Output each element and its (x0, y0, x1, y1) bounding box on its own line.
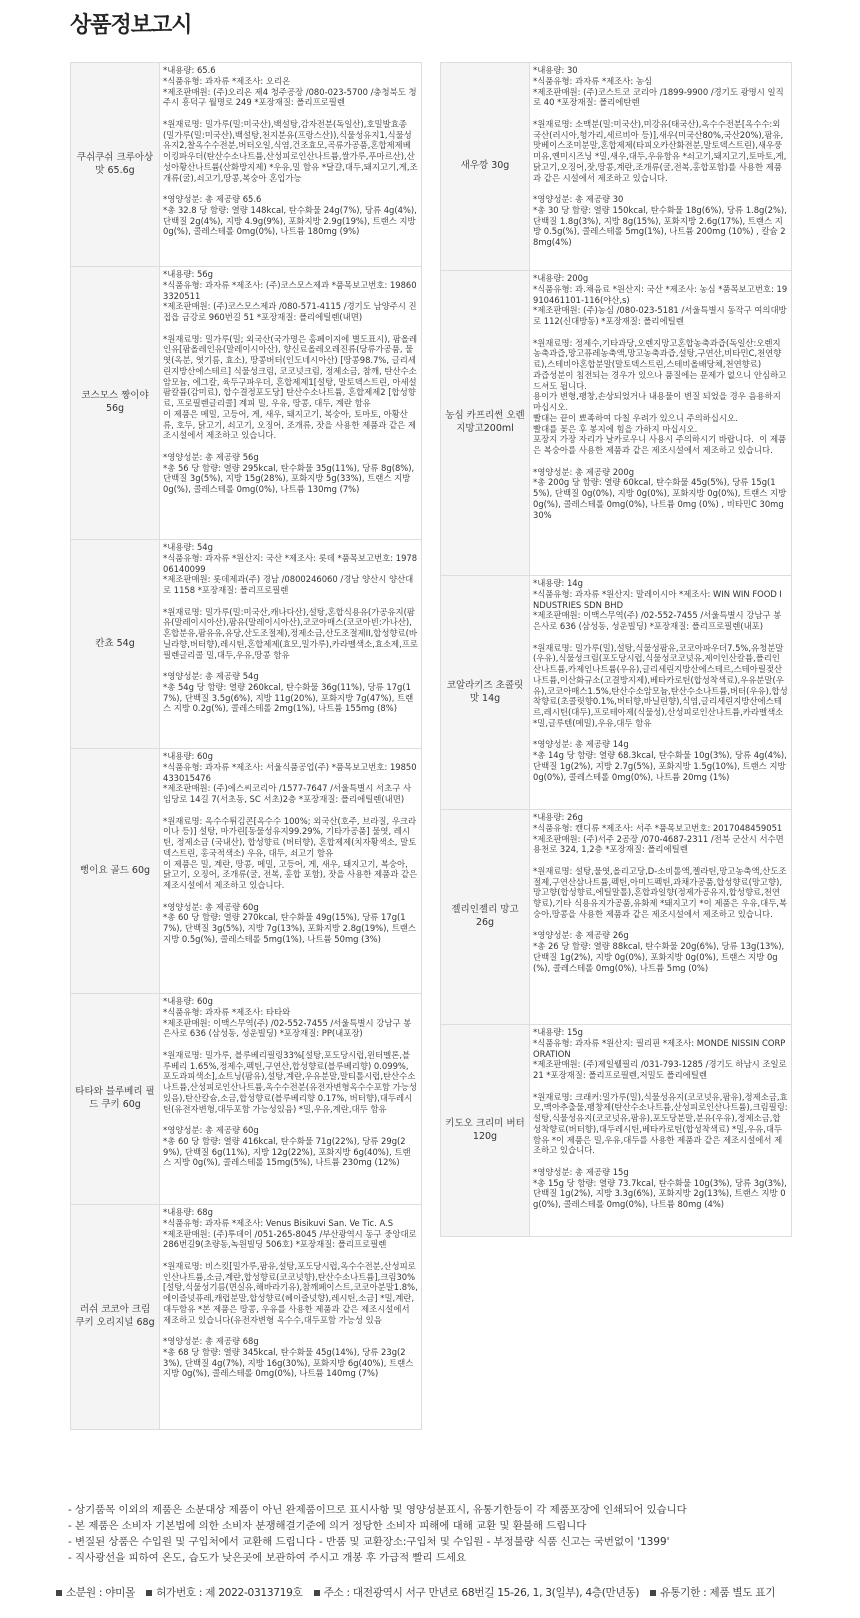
product-detail: *내용량: 30 *식품유형: 과자류 *제조사: 농심 *제조판매원: (주)코스트코 코리아 /1899-9900 /경기도 광명시 일직로 40 *포장재질: 폴리에탄렌 *원재료명: 소맥분(밀:미국산),미강유(태국산),옥수수전분[옥수수:외국산(러시아,헝가리,세르비아 등)],새우(미국산80%,국산20%),팜유,맛베이스조미분말,혼합제제(타피오카산화전분,말토덱스트린),새우풍미유,옌미시즈닝 *밀,새우,대두,우유함유 *쇠고기,돼지고기,토마토,게,닭고기,오징어,잣,땅콩,계란,조개류(굴,전복,홍합포함)를 사용한 제품과 같은 시설에서 제조하고 있습니다. *영양성분: 총 제공량 30 *총 30 당 함량: 열량 150kcal, 탄수화물 18g(6%), 당류 1.8g(2%), 단백질 1.8g(3%), 지방 8g(15%), 포화지방 2.6g(17%), 트랜스 지방 0.5g(%), 콜레스테롤 5mg(1%), 나트륨 200mg (10%) , 칼슘 28mg(4%) (530, 63, 792, 271)
notice-item: - 상기품목 이외의 제품은 소분대상 제품이 아닌 완제품이므로 표시사항 및 영양성분표시, 유통기한등이 각 제품포장에 인쇄되어 있습니다 (68, 1504, 687, 1516)
notice-item: - 본 제품은 소비자 기본법에 의한 소비자 분쟁해결기준에 의거 정당한 소비자 피해에 대해 교환 및 환불해 드립니다 (68, 1520, 587, 1533)
bullet-square-icon (650, 1590, 656, 1596)
bullet-square-icon (146, 1590, 152, 1596)
product-name: 쿠쉬쿠쉬 크루아상맛 65.6g (71, 63, 160, 267)
product-detail: *내용량: 68g *식품유형: 과자류 *제조사: Venus Bisikuvi San. Ve Tic. A.S *제조판매원: (주)투데이 /051-265-8045 /부산광역시 동구 중앙대로 286번길9(초량동,녹원빌딩 506호) *포장재질: 폴리프로필렌 *원재료명: 비스킷[밀가루,팜유,설탕,포도당시럽,옥수수전분,산성피로인산나트륨,소금,계란,합성향료(코코넛향),탄산수소나트륨],크림30%[설탕,식물성기름(면실유,해바라기유),참깨페이스트,코코아분말1.8%,에이즐넛퓨레,캐럽분말,합성향료(헤이즐넛향),레시틴,소금] *밀,계란,대두함유 *본 제품은 땅콩, 우유를 사용한 제품과 같은 제조시설에서 제조하고 있습니다(유전자변형 옥수수,대두포함 가능성 있음 *영양성분: 총 제공량 68g *총 68 당 함량: 열량 345kcal, 탄수화물 45g(14%), 당류 23g(23%), 단백질 4g(7%), 지방 16g(30%), 포화지방 6g(40%), 트랜스 지방 0g(%), 콜레스테롤 0mg(0%), 나트륨 140mg (7%) (160, 1205, 422, 1430)
product-name: 뻥이요 골드 60g (71, 749, 160, 994)
product-row (441, 271, 792, 576)
product-detail: *내용량: 200g *식품유형: 과.채음료 *원산지: 국산 *제조사: 농심 *품목보고번호: 19910461101-116(야산,s) *제조판매원: (주)농심 /080-023-5181 /서울특별시 동작구 여의대방로 112(신대방동) *포장재질: 폴리에틸렌 *원재료명: 정제수,기타과당,오렌지망고혼합농축과즙(독일산:오렌지농축과즙,망고퓨레농축액,망고농축과즙,설탕,구연산,비타민C,천연향료),스테비아혼합분말(말토덱스트린,스테비올배당체,천연향료) 과즙성분이 침전되는 경우가 있으나 품질에는 문제가 없으니 안심하고 드셔도 됩니다. 용이가 변형,팽창,손상되었거나 내용물이 변질 되었을 경우 음용하지 마십시오. 빨대는 끝이 뾰족하여 다칠 우려가 있으니 주의하십시오. 빨대를 꽂은 후 봉지에 힘을 가하지 마십시오. 포장지 가장 자리가 날카로우니 사용시 주의하시기 바랍니다. 이 제품은 복숭아를 사용한 제품과 같은 제조시설에서 제조하고 있습니다. *영양성분: 총 제공량 200g *총 200g 당 함량: 열량 60kcal, 탄수화물 45g(5%), 당류 15g(15%), 단백질 0g(0%), 지방 0g(0%), 포화지방 0g(0%), 트랜스 지방 0g(%), 콜레스테롤 0mg(0%), 나트륨 0mg (0%) , 비타민C 30mg 30% (530, 271, 792, 576)
product-detail: *내용량: 26g *식품유형: 캔디류 *제조사: 서주 *품목보고번호: 2017048459051 *제조판매원: (주)서주 2공장 /070-4687-2311 /전북 군산시 서수면 용천로 324, 1,2층 *포장재질: 폴리에틸렌 *원재료명: 설탕,물엿,올리고당,D-소비톨액,젤라틴,망고농축액,산도조절제,구연산삼나트륨,펙틴,아미드펙틴,과채가공품,합성향료(망고향),망고향(합성향료,에틸말톨),혼합과일향(정제가공유지,합성향료,천연향료),기타 식용유지가공품,유화제 *돼지고기 *이 제품은 우유,대두,복숭아,땅콩을 사용한 제품과 같은 제조시설에서 제조하고 있습니다. *영양성분: 총 제공량 26g *총 26 당 함량: 열량 88kcal, 탄수화물 20g(6%), 당류 13g(13%), 단백질 1g(2%), 지방 0g(0%), 포화지방 0g(0%), 트랜스 지방 0g(%), 콜레스테롤 0mg(0%), 나트륨 5mg (0%) (530, 810, 792, 1025)
footer-license: 허가번호 : 제 2022-0313719호 (156, 1587, 303, 1599)
product-row (71, 994, 422, 1205)
product-name: 농심 카프리썬 오렌지망고200ml (441, 271, 530, 576)
product-name: 젤리인젤리 망고 26g (441, 810, 530, 1025)
product-row (441, 576, 792, 810)
product-name: 코알라키즈 초콜릿맛 14g (441, 576, 530, 810)
product-row (71, 267, 422, 540)
product-name: 키도오 크리미 버터 120g (441, 1025, 530, 1237)
notice-item: - 변질된 상품은 수입원 및 구입처에서 교환해 드립니다 - 반품 및 교환장소:구입처 및 수입원 - 부정불량 식품 신고는 국번없이 '1399' (68, 1536, 670, 1549)
left-product-table (70, 62, 422, 1430)
product-name: 코스모스 짱이야 56g (71, 267, 160, 540)
notice-list (68, 1502, 828, 1567)
product-row (441, 1025, 792, 1237)
seller-info-footer (48, 1585, 775, 1600)
product-name: 러쉬 코코아 크림 쿠키 오리지널 68g (71, 1205, 160, 1430)
product-detail: *내용량: 56g *식품유형: 과자류 *제조사: (주)코스모스제과 *품목보고번호: 198603320511 *제조판매원: (주)코스모스제과 /080-571-4115 /경기도 남양주시 진접읍 금강로 960번길 51 *포장재질: 폴리에틸렌(내면) *원재료명: 밀가루(밀; 외국산(국가명은 홈페이지에 별도표시), 팜올레인유[팜올레인유(말레이시아산), 향신료올레오레진류(당류가공품, 물엿(옥분, 엿기름, 효소), 땅콩버터(인도네시아산) [땅콩98.7%, 글리세린지방산에스테르] 식물성크림, 코코넛크림, 정제소금, 참깨, 탄산수소암모늄, 에그칼, 육두구파우더, 혼합제제1[설탕, 말토덱스트린, 아세설팜칼륨(감미료), 합수결정포도당] 탄산수소나트륨, 혼합제제2 [합성향료, 프로필렌글리콜] 계피 밀, 우유, 땅콩, 대두, 계란 함유 이 제품은 메밀, 고등어, 게, 새우, 돼지고기, 복숭아, 토마토, 아황산류, 호두, 닭고기, 쇠고기, 오징어, 조개류, 잣을 사용한 제품과 같은 제조시설에서 제조하고 있습니다. *영양성분: 총 제공량 56g *총 56 당 함량: 열량 295kcal, 탄수화물 35g(11%), 당류 8g(8%), 단백질 3g(5%), 지방 15g(28%), 포화지방 5g(33%), 트랜스 지방 0g(%), 콜레스테롤 0mg(0%), 나트륨 130mg (7%) (160, 267, 422, 540)
product-row (71, 540, 422, 749)
notice-item: - 직사광선을 피하여 온도, 습도가 낮은곳에 보관하여 주시고 개봉 후 가급적 빨리 드세요 (68, 1552, 466, 1565)
product-detail: *내용량: 65.6 *식품유형: 과자류 *제조사: 오리온 *제조판매원: (주)오리온 제4 청주공장 /080-023-5700 /충청북도 청주시 흥덕구 월명로 249 *포장재질: 폴리프로필렌 *원재료명: 밀가루(밀:미국산),백설탕,감자전분(독일산),호밀발효종(밀가루(밀:미국산),백설탕,천지분유(프랑스산)),식물성유지1,식물성유지2,찰옥수수전분,버터오일,식염,건조효모,곡류가공품,혼합제제베이킹파우더(탄산수소나트륨,산성피로인산나트륨,쌀가루,푸마르산),산성아황산나트륨(산화방지제) *우유,밀 함유 *달걀,대두,돼지고기,게,조개류(굴),쇠고기,땅콩,복숭아 혼입가능 *영양성분: 총 제공량 65.6 *총 32.8 당 함량: 열량 148kcal, 탄수화물 24g(7%), 당류 4g(4%), 단백질 2g(4%), 지방 4.9g(9%), 포화지방 2.9g(19%), 트랜스 지방 0g(%), 콜레스테롤 0mg(0%), 나트륨 180mg (9%) (160, 63, 422, 267)
footer-expiry: 유통기한 : 제품 별도 표기 (660, 1587, 776, 1599)
product-detail: *내용량: 15g *식품유형: 과자류 *원산지: 필리핀 *제조사: MONDE NISSIN CORPORATION *제조판매원: (주)제일웰필리 /031-793-1285 /경기도 하남시 조일로 21 *포장재질: 폴리프로필렌,저밀도 폴리에틸렌 *원재료명: 크래커:밀가루(밀),식물성유지(코코넛유,팜유),정제소금,효모,맥아추출물,팽창제(탄산수소나트륨,산성피로인산나트륨),크림필링:설탕,식물성유지(코코넛유,팜유),포도당분말,분유(우유),정제소금,합성착향료(버터향),대두레시틴,베타카로틴(합성착색료) *밀,우유,대두 함유 *이 제품은 밀,우유,대두를 사용한 제품과 같은 제조시설에서 제조하고 있습니다. *영양성분: 총 제공량 15g *총 15g 당 함량: 열량 73.7kcal, 탄수화물 10g(3%), 당류 3g(3%), 단백질 1g(2%), 지방 3.3g(6%), 포화지방 2g(13%), 트랜스 지방 0g(0%), 콜레스테롤 0mg(0%), 나트륨 80mg (4%) (530, 1025, 792, 1237)
product-detail: *내용량: 14g *식품유형: 과자류 *원산지: 말레이시아 *제조사: WIN WIN FOOD INDUSTRIES SDN BHD *제조판매원: 이맥스무역(주) /02-552-7455 /서울특별시 강남구 봉은사로 636 (삼성동, 성운빌딩) *포장재질: 폴리프로필렌(내포) *원재료명: 밀가루(밀),설탕,식물성팜유,코코아파우더7.5%,유청분말(우유),식물성크림(포도당시럽,식물성코코넛유,제이인산칼륨,폴리인산나트륨,카제인나트륨(우유),글리세린지방산에스테르,스테아릴젖산나트륨,이산화규소(고결방지제),베타카로틴(합성착색료),우유분말(우유),코코아매스1.5%,탄산수소암모늄,탄산수소나트륨,버터(우유),합성착향료(초콜릿향0.1%,버터향,바닐린향),식염,글리세린지방산에스테르,레시틴(대두),프로테아제(식물성),산성피로인산나트륨,카라멜색소 *밀,글루텐(메밀),우유,대두 함유 *영양성분: 총 제공량 14g *총 14g 당 함량: 열량 68.3kcal, 탄수화물 10g(3%), 당류 4g(4%), 단백질 1g(2%), 지방 2.7g(5%), 포화지방 1.5g(10%), 트랜스 지방 0g(0%), 콜레스테롤 0mg(0%), 나트륨 20mg (1%) (530, 576, 792, 810)
product-name: 타타와 블루베리 필드 쿠키 60g (71, 994, 160, 1205)
left-product-column (70, 62, 422, 1430)
product-detail: *내용량: 60g *식품유형: 과자류 *제조사: 타타와 *제조판매원: 이맥스무역(주) /02-552-7455 /서울특별시 강남구 봉은사로 636 (삼성동, 성운빌딩) *포장재질: PP(내포장) *원재료명: 밀가루, 블루베리필링33%[설탕,포도당시럽,윈터멜론,블루베리 1.65%,정제수,펙틴,구연산,합성향료(블루베리향) 0.099%, 포도과피색소],쇼트닝(팜유),설탕,계란,우유분말,말티톨시럽,탄산수소나트륨,산성피로인산나트륨,옥수수전분(유전자변형옥수수포함 가능성있음),탄산칼슘,소금,합성향료(블루베리향 0.17%, 버터향),대두레시틴(유전자변형,대두포함 가능성있음) *밀,우유,계란,대두 함유 *영양성분: 총 제공량 60g *총 60 당 함량: 열량 416kcal, 탄수화물 71g(22%), 당류 29g(29%), 단백질 6g(11%), 지방 12g(22%), 포화지방 6g(40%), 트랜스 지방 0g(%), 콜레스테롤 15mg(5%), 나트륨 230mg (12%) (160, 994, 422, 1205)
bullet-square-icon (314, 1590, 320, 1596)
right-product-table (440, 62, 792, 1237)
product-row (441, 63, 792, 271)
product-name: 새우깡 30g (441, 63, 530, 271)
bullet-square-icon (56, 1590, 62, 1596)
product-row (71, 63, 422, 267)
product-row (71, 749, 422, 994)
footer-seller: 소분원 : 야미몰 (66, 1587, 136, 1599)
product-detail: *내용량: 60g *식품유형: 과자류 *제조사: 서울식품공업(주) *품목보고번호: 19850433015476 *제조판매원: (주)에스씨코리아 /1577-7647 /서울특별시 서초구 사임당로 14길 7(서초동, SC 서초)2층 *포장재질: 폴리에틸렌(내면) *원재료명: 옥수수튀김콘[옥수수 100%; 외국산(호주, 브라질, 우크라이나 등)] 설탕, 마가린[동물성유지99.29%, 기타가공품] 물엿, 레시틴, 정제소금 (국내산), 합성향료 (버터향), 혼합제제(치자황색소, 말토덱스트린, 홍국적색소) 우유, 대두, 쇠고기 함유 이 제품은 밀, 계란, 땅콩, 메밀, 고등어, 게, 새우, 돼지고기, 복숭아, 닭고기, 오징어, 조개류(굴, 전복, 홍합 포함), 잣을 사용한 제품과 같은 제조시설에서 제조하고 있습니다. *영양성분: 총 제공량 60g *총 60 당 함량: 열량 270kcal, 탄수화물 49g(15%), 당류 17g(17%), 단백질 3g(5%), 지방 7g(13%), 포화지방 2.8g(19%), 트랜스 지방 0.5g(%), 콜레스테롤 5mg(1%), 나트륨 50mg (3%) (160, 749, 422, 994)
product-row (71, 1205, 422, 1430)
product-name: 칸쵸 54g (71, 540, 160, 749)
product-detail: *내용량: 54g *식품유형: 과자류 *원산지: 국산 *제조사: 롯데 *품목보고번호: 197806140099 *제조판매원: 롯데제과(주) 경남 /0800246060 /경남 양산시 양산대로 1158 *포장재질: 폴리프로필렌 *원재료명: 밀가루(밀:미국산,캐나다산),설탕,혼합식용유(가공유지(팜유(말레이시아산),팜유(말레이시아산),코코아매스(코코아빈:가나산),혼합분유,팜유유,유당,산도조절제),정제소금,산도조절제II,합성향료(바닐라향,버터향),레시틴,혼합제제(효모,밀가루),카라멜색소,효소제,프로필렌글리콜 밀,대두,우유,땅콩 함유 *영양성분: 총 제공량 54g *총 54g 당 함량: 열량 260kcal, 탄수화물 36g(11%), 당류 17g(17%), 단백질 3.5g(6%), 지방 11g(20%), 포화지방 7g(47%), 트랜스 지방 0.2g(%), 콜레스테롤 2mg(1%), 나트륨 155mg (8%) (160, 540, 422, 749)
footer-address: 주소 : 대전광역시 서구 만년로 68번길 15-26, 1, 3(일부), 4층(만년동) (323, 1587, 640, 1599)
page-title: 상품정보고시 (70, 13, 192, 38)
right-product-column (440, 62, 792, 1237)
product-row (441, 810, 792, 1025)
